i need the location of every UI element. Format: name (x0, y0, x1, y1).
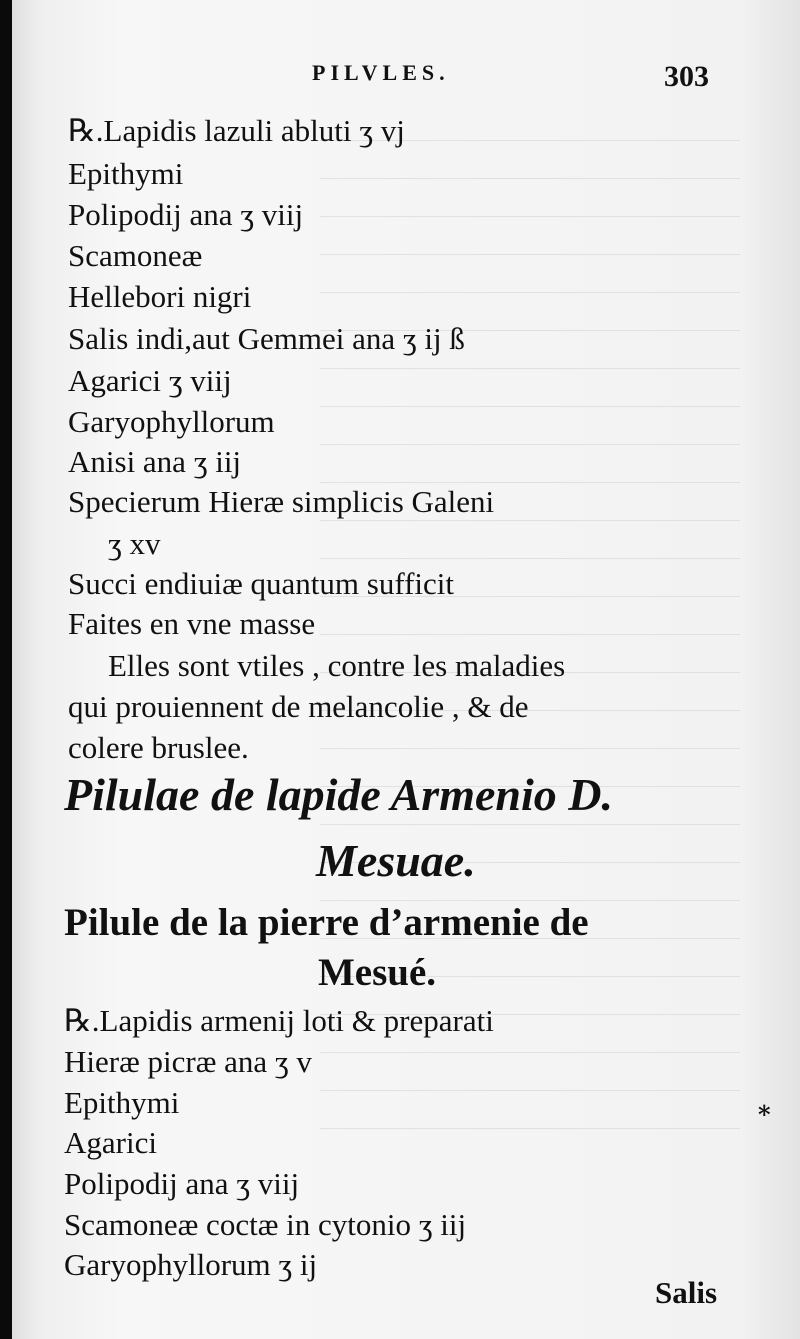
french-heading-line: Pilule de la pierre d’armenie de (64, 901, 589, 944)
recipe-line: Salis indi,aut Gemmei ana ʒ ij ß (68, 321, 465, 356)
paragraph-line: qui prouiennent de melancolie , & de (68, 689, 529, 724)
running-title: PILVLES. (312, 60, 450, 85)
recipe-line: Scamoneæ (68, 238, 203, 273)
latin-heading-line: Pilulae de lapide Armenio D. (64, 769, 613, 820)
latin-heading-line: Mesuae. (316, 835, 476, 886)
french-heading-line: Mesué. (318, 951, 437, 994)
recipe-line: Hieræ picræ ana ʒ v (64, 1044, 312, 1079)
recipe-line: Hellebori nigri (68, 279, 252, 314)
page-number: 303 (664, 60, 709, 93)
page-spine-shadow (0, 0, 12, 1339)
recipe-line: Epithymi (68, 156, 184, 191)
paragraph-line: Elles sont vtiles , contre les maladies (108, 648, 566, 683)
recipe-line: Polipodij ana ʒ viij (64, 1166, 300, 1201)
recipe-line: Agarici (64, 1125, 157, 1160)
recipe-line: Scamoneæ coctæ in cytonio ʒ iij (64, 1207, 467, 1242)
recipe-line: Succi endiuiæ quantum sufficit (68, 566, 455, 601)
recipe-line: ℞.Lapidis armenij loti & preparati (64, 1003, 494, 1038)
recipe-line: Polipodij ana ʒ viij (68, 197, 304, 232)
recipe-line: Epithymi (64, 1085, 180, 1120)
recipe-line: ℞.Lapidis lazuli abluti ʒ vj (68, 113, 405, 148)
margin-asterisk: * (758, 1100, 771, 1129)
catchword: Salis (655, 1275, 718, 1310)
recipe-line: Anisi ana ʒ iij (68, 444, 242, 479)
recipe-line: ʒ xv (108, 526, 161, 561)
recipe-line: Specierum Hieræ simplicis Galeni (68, 484, 495, 519)
recipe-line: Garyophyllorum ʒ ij (64, 1247, 318, 1282)
recipe-line: Faites en vne masse (68, 606, 316, 641)
recipe-line: Garyophyllorum (68, 404, 275, 439)
paragraph-line: colere bruslee. (68, 730, 249, 765)
recipe-line: Agarici ʒ viij (68, 363, 232, 398)
